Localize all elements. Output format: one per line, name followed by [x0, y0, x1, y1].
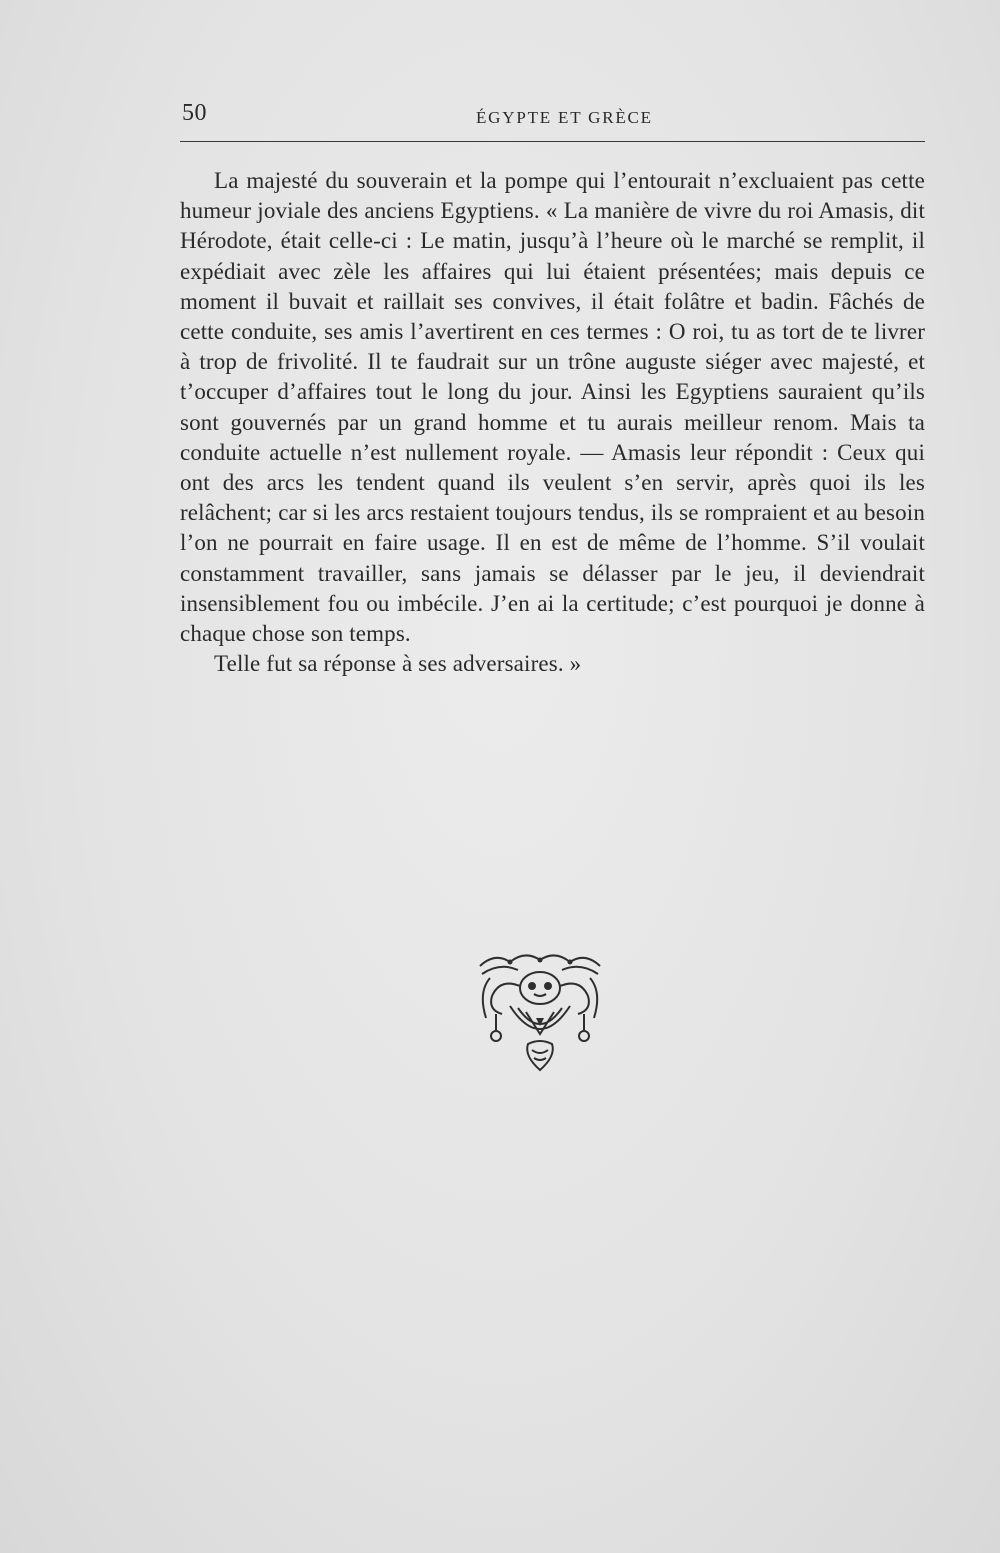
tailpiece-ornament-icon — [470, 948, 610, 1073]
running-head — [180, 98, 925, 138]
running-title: ÉGYPTE ET GRÈCE — [476, 108, 653, 127]
page-number: 50 — [182, 100, 207, 126]
header-rule — [180, 141, 925, 142]
paragraph: Telle fut sa réponse à ses adversaires. » — [214, 651, 582, 677]
paragraph: La majesté du souverain et la pompe qui l’entourait n’excluaient pas cette humeur joviale des anciens Egyptiens. « La manière de vivre du roi Amasis, dit Hérodote, était celle-ci : Le matin, jusqu’à l’heure où le marché se remplit, il expédiait avec zèle les affaires qui lui étaient présentées; mais depuis ce moment il buvait et raillait ses convives, il était folâtre et badin. Fâchés de cette conduite, ses amis l’avertirent en ces termes : O roi, tu as tort de te livrer à trop de frivolité. Il te faudrait sur un trône auguste siéger avec majesté, et t’occuper d’affaires tout le long du jour. Ainsi les Egyptiens sauraient qu’ils sont gouvernés par un grand homme et tu aurais meilleur renom. Mais ta conduite actuelle n’est nullement royale. — Amasis leur répondit : Ceux qui ont des arcs les tendent quand ils veulent s’en servir, après quoi ils les relâchent; car si les arcs restaient toujours tendus, ils se rompraient et au besoin l’on ne pourrait en faire usage. Il en est de même de l’homme. S’il voulait constamment travailler, sans jamais se délasser par le jeu, il deviendrait insensiblement fou ou imbécile. J’en ai la certitude; c’est pourquoi je donne à chaque chose son temps. — [180, 168, 925, 647]
body-text — [180, 166, 925, 679]
